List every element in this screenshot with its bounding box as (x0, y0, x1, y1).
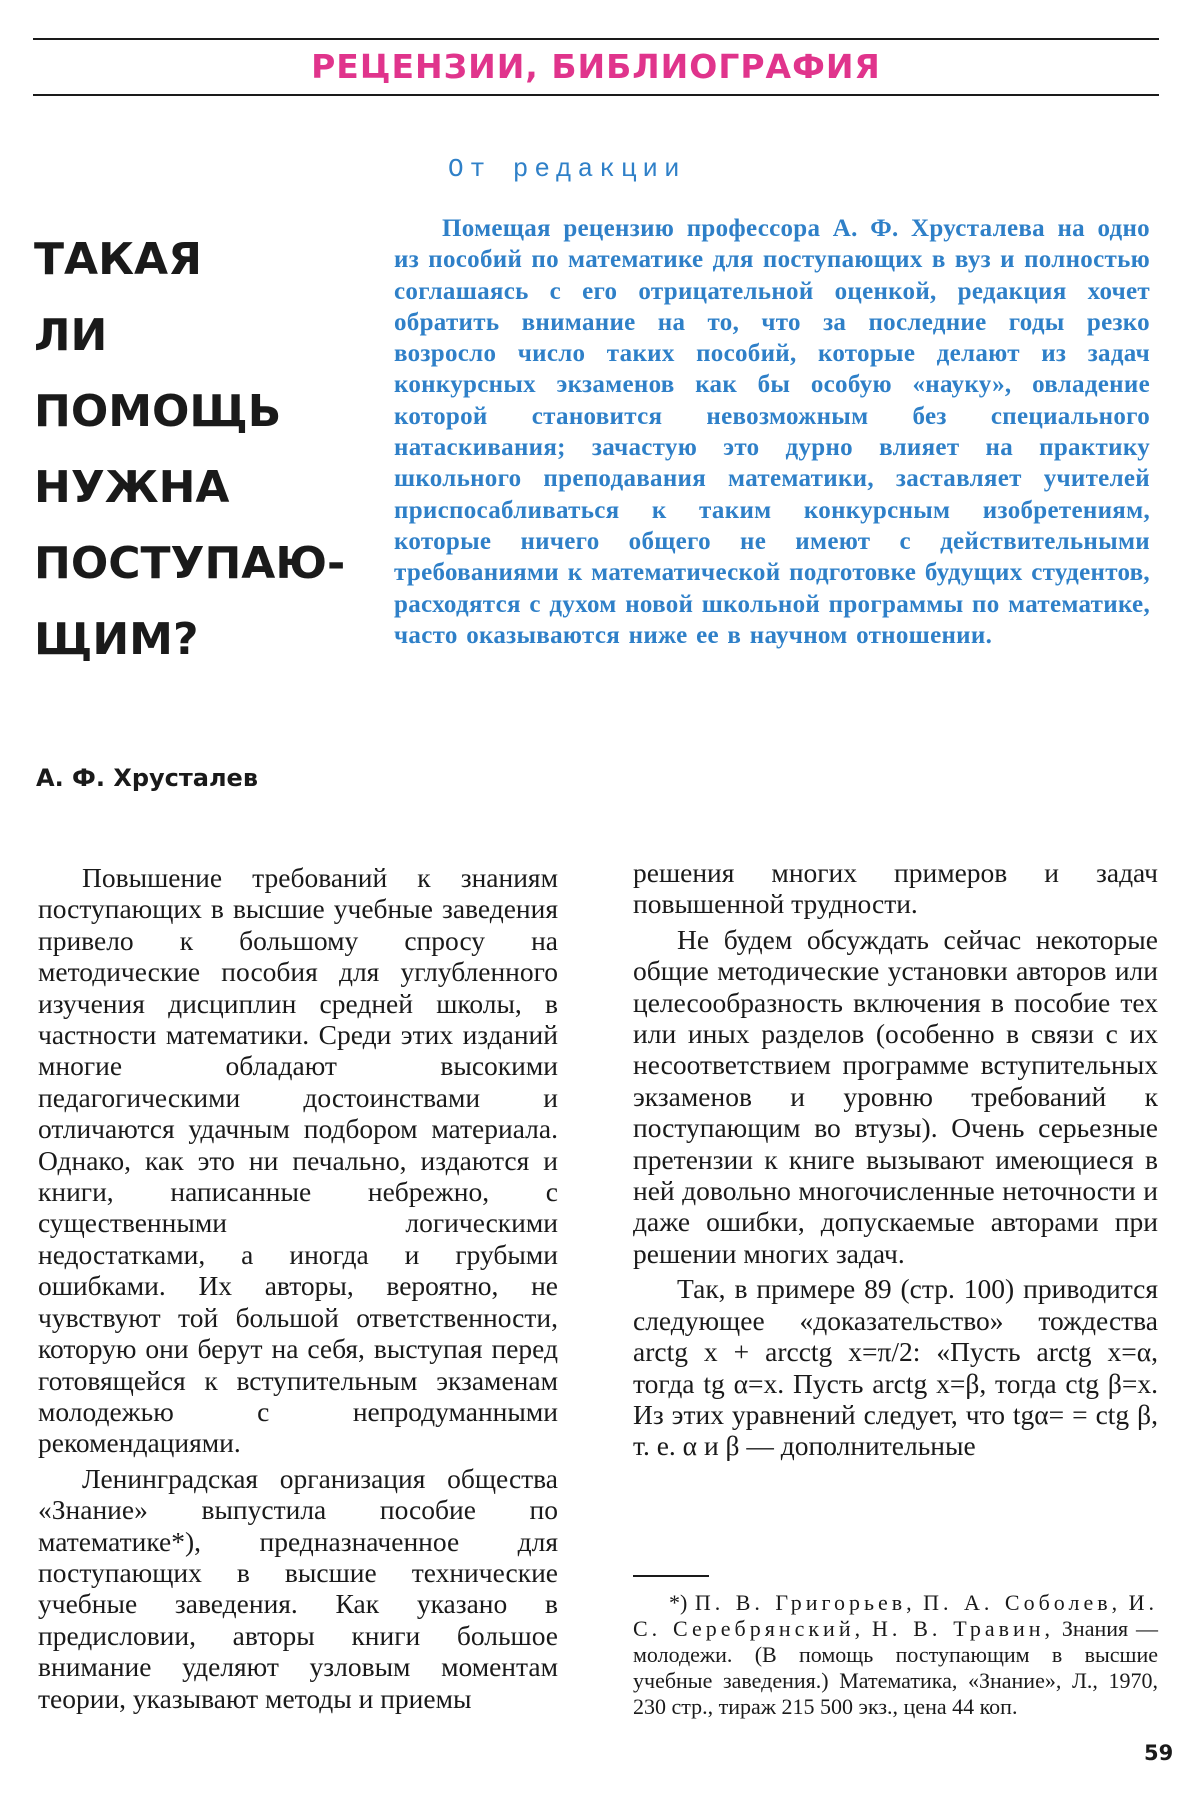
headline-line: ПОСТУПАЮ- (34, 538, 346, 589)
page-number: 59 (1144, 1741, 1174, 1765)
footnote-author: Н. В. Травин, (871, 1616, 1055, 1641)
header-bottom-rule (33, 94, 1159, 96)
headline-line: НУЖНА (34, 462, 230, 513)
body-paragraph: Так, в примере 89 (стр. 100) приводится следующее «доказательство» тождества arctg x + arcctg x=π/2: «Пусть arctg x=α, тогда tg α=x. Пусть arctg x=β, тогда ctg β=x. Из этих уравнений следует, что tgα= = ctg β, т. е. α и β — дополнительные (633, 1273, 1158, 1462)
footnote-rule (633, 1575, 709, 1577)
headline-line: ЩИМ? (34, 614, 199, 665)
headline-line: ТАКАЯ (34, 234, 202, 285)
editorial-note: Помещая рецензию профессора А. Ф. Хрусталева на одно из пособий по математике для поступающих в вуз и полностью соглашаясь с его отрицательной оценкой, редакция хочет обратить внимание на то, что за последние годы резко возросло число таких пособий, которые делают из задач конкурсных экзаменов как бы особую «науку», овладение которой становится невозможным без специального натаскивания; зачастую это дурно влияет на практику школьного преподавания математики, заставляет учителей приспосабливаться к таким конкурсным изобретениям, которые ничего общего не имеют с действительными требованиями к математической подготовке будущих студентов, расходятся с духом новой школьной программы по математике, часто оказываются ниже ее в научном отношении. (394, 215, 1150, 649)
author-byline: А. Ф. Хрусталев (36, 764, 259, 792)
body-paragraph: Повышение требований к знаниям поступающих в высшие учебные заведения привело к большому спросу на методические пособия для углубленного изучения дисциплин средней школы, в частности математики. Среди этих изданий многие обладают высокими педагогическими достоинствами и отличаются удачным подбором материала. Однако, как это ни печально, издаются и книги, написанные небрежно, с существенными логическими недостатками, а иногда и грубыми ошибками. Их авторы, вероятно, не чувствуют той большой ответственности, которую они берут на себя, выступая перед готовящейся к вступительным экзаменам молодежью с непродуманными рекомендациями. (38, 862, 558, 1459)
body-paragraph: Не будем обсуждать сейчас некоторые общие методические установки авторов или целесообразность включения в пособие тех или иных разделов (особенно в связи с их несоответствием программе вступительных экзаменов и уровню требований к поступающим во втузы). Очень серьезные претензии к книге вызывают имеющиеся в ней довольно многочисленные неточности и даже ошибки, допускаемые авторами при решении многих задач. (633, 923, 1158, 1269)
footnote-author: И. С. Серебрянский, (633, 1590, 1159, 1641)
body-paragraph: решения многих примеров и задач повышенной трудности. (633, 857, 1158, 920)
footnote-author: П. В. Григорьев, (694, 1590, 916, 1615)
footnote-text: Знания — молодежи. (В помощь поступающим в высшие учебные заведения.) Математика, «Знание», Л., 1970, 230 стр., тираж 215 500 экз., цена 44 коп. (633, 1616, 1158, 1719)
body-column-right (633, 857, 1158, 1466)
footnote (633, 1590, 1158, 1720)
footnote-author: П. А. Соболев, (923, 1590, 1122, 1615)
footnote-marker: *) (669, 1590, 688, 1615)
editorial-title: От редакции (448, 154, 686, 184)
headline-line: ПОМОЩЬ (34, 386, 282, 437)
article-headline (34, 222, 354, 678)
body-column-left (38, 862, 558, 1718)
headline-line: ЛИ (34, 310, 108, 361)
body-paragraph: Ленинградская организация общества «Знание» выпустила пособие по математике*), предназначенное для поступающих в высшие технические учебные заведения. Как указано в предисловии, авторы книги большое внимание уделяют узловым моментам теории, указывают методы и приемы (38, 1462, 558, 1714)
section-header: РЕЦЕНЗИИ, БИБЛИОГРАФИЯ (311, 46, 881, 86)
